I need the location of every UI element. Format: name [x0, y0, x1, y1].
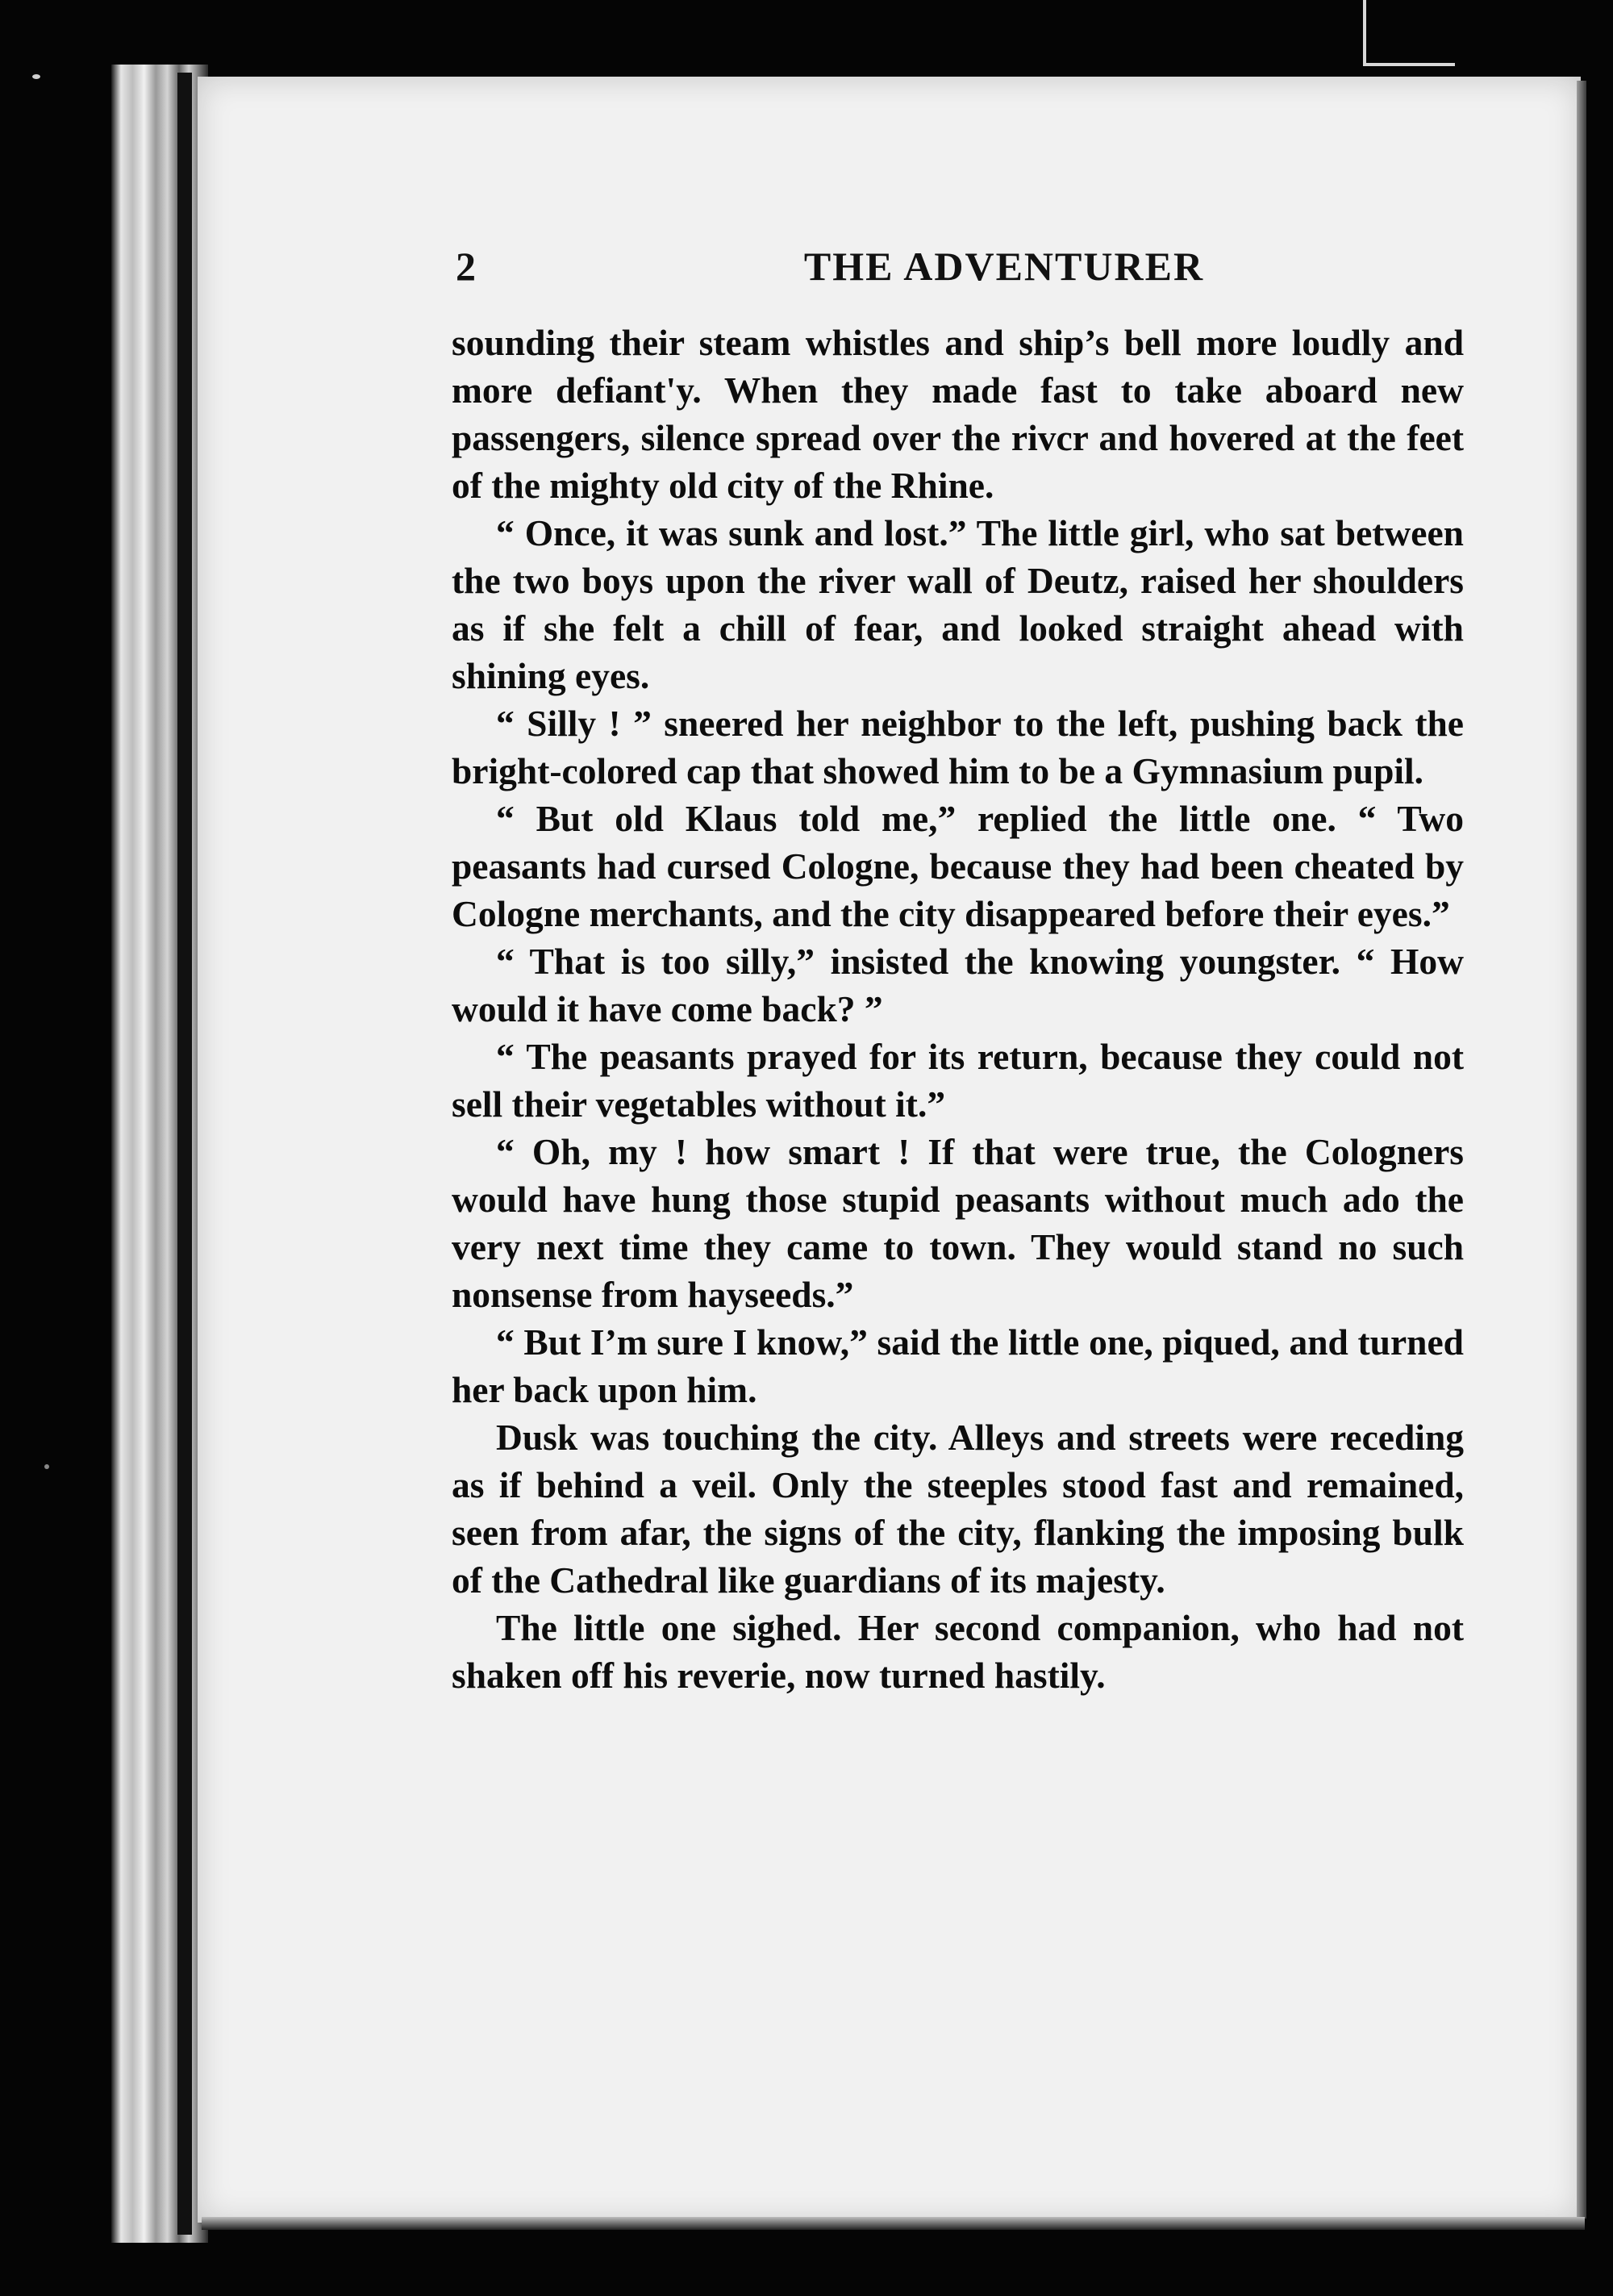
crop-mark — [1363, 0, 1455, 66]
paragraph: “ The peasants prayed for its return, because they could not sell their vegetables without it.” — [452, 1036, 1464, 1125]
paragraph: “ But old Klaus told me,” replied the little one. “ Two peasants had cursed Cologne, because they had been cheated by Cologne merchants, and the city disappeared before their eyes.” — [452, 798, 1464, 934]
page-number: 2 — [456, 244, 476, 289]
dust-speck — [44, 1464, 49, 1469]
body-text — [452, 319, 1464, 1699]
paragraph: “ Silly ! ” sneered her neighbor to the left, pushing back the bright-colored cap that showed him to be a Gymnasium pupil. — [452, 703, 1464, 791]
paragraph: sounding their steam whistles and ship’s bell more loudly and more defiant'y. When they made fast to take aboard new passengers, silence spread over the rivcr and hovered at the feet of the mighty old city of the Rhine. — [452, 322, 1464, 506]
paragraph: “ That is too silly,” insisted the knowing youngster. “ How would it have come back? ” — [452, 941, 1464, 1029]
running-header — [456, 242, 1464, 290]
paragraph: Dusk was touching the city. Alleys and streets were receding as if behind a veil. Only the steeples stood fast and remained, seen from afar, the signs of the city, flanking the imposing bulk of the Cathedral like guardians of its majesty. — [452, 1417, 1464, 1601]
book-title: THE ADVENTURER — [803, 244, 1205, 289]
page-edge-right — [1577, 81, 1586, 2219]
spine-shadow — [177, 73, 192, 2235]
paragraph: “ Oh, my ! how smart ! If that were true, the Cologners would have hung those stupid peasants without much ado the very next time they came to town. They would stand no such nonsense from hayseeds.” — [452, 1131, 1464, 1315]
dust-speck — [32, 74, 40, 79]
book-spine — [111, 65, 208, 2243]
paragraph: The little one sighed. Her second companion, who had not shaken off his reverie, now turned hastily. — [452, 1607, 1464, 1696]
paragraph: “ But I’m sure I know,” said the little one, piqued, and turned her back upon him. — [452, 1321, 1464, 1410]
page-edge-bottom — [202, 2217, 1585, 2230]
paragraph: “ Once, it was sunk and lost.” The little girl, who sat between the two boys upon the river wall of Deutz, raised her shoulders as if she felt a chill of fear, and looked straight ahead with shining eyes. — [452, 512, 1464, 696]
